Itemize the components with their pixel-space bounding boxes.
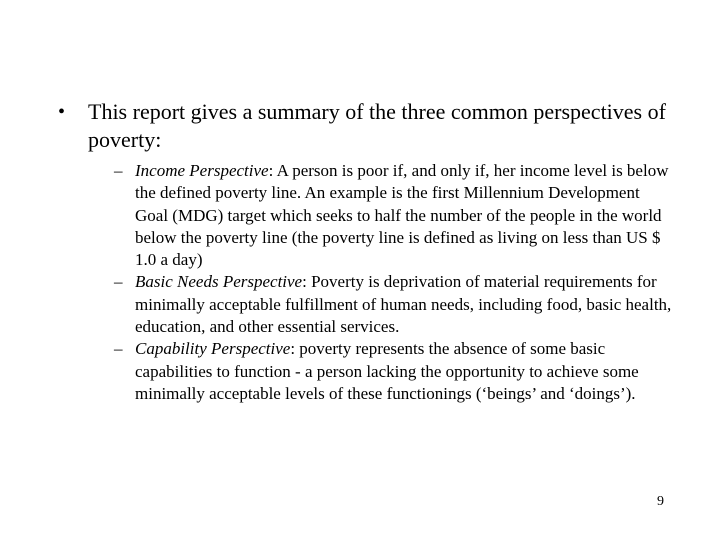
sub-bullet-text: : Poverty is deprivation of material requirements for minimally acceptable fulfillment of human needs, including food, basic health, education, and other essential services. [135, 272, 672, 337]
main-bullet [58, 98, 678, 154]
sub-bullet-basic-needs [114, 271, 676, 338]
sub-bullet-body [135, 338, 676, 405]
page-number: 9 [657, 494, 664, 509]
dash-marker: – [114, 339, 123, 359]
term-basic-needs-perspective: Basic Needs Perspective [135, 272, 303, 292]
dash-marker: – [114, 161, 123, 180]
term-capability-perspective: Capability Perspective [135, 339, 291, 359]
bullet-marker: • [58, 101, 66, 123]
sub-bullet-list [58, 160, 676, 405]
sub-bullet-income [114, 160, 676, 271]
sub-bullet-body [135, 271, 676, 338]
sub-bullet-body [135, 160, 676, 271]
sub-bullet-capability [114, 338, 676, 405]
term-income-perspective: Income Perspective [135, 161, 269, 180]
main-bullet-text: This report gives a summary of the three common perspectives of poverty: [88, 99, 666, 152]
sub-bullet-text: : poverty represents the absence of some basic capabilities to function - a person lacking the opportunity to achieve some minimally acceptable levels of these functionings (‘beings’ and ‘doings’). [135, 339, 639, 403]
bullet-block [58, 98, 678, 405]
dash-marker: – [114, 272, 123, 292]
sub-bullet-text: : A person is poor if, and only if, her income level is below the defined poverty line. An example is the first Millennium Development Goal (MDG) target which seeks to half the number of the people in the world below the poverty line (the poverty line is defined as living on less than US $ 1.0 a day) [135, 161, 669, 270]
